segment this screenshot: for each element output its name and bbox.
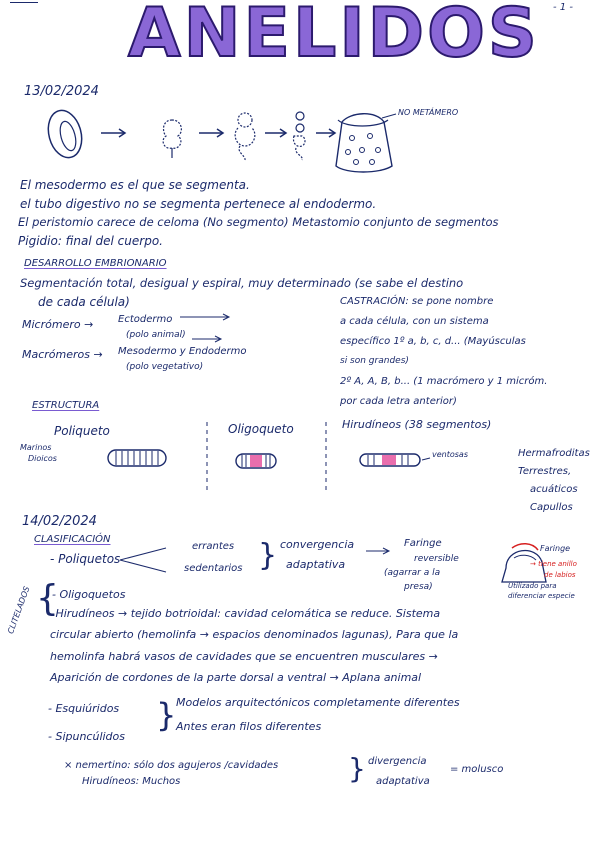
text-line: El mesodermo es el que se segmenta. bbox=[20, 178, 250, 192]
text-line: el tubo digestivo no se segmenta pertenece al endodermo. bbox=[20, 197, 377, 211]
poliquetos-label: - Poliquetos bbox=[50, 552, 121, 566]
brace: } bbox=[156, 696, 177, 734]
side-label-clitelados: CLITELADOS bbox=[6, 585, 32, 636]
poliqueto-sub-marinos: Marinos bbox=[20, 443, 52, 452]
castracion-line: si son grandes) bbox=[340, 356, 409, 366]
brace: } bbox=[258, 538, 278, 573]
faringe-note: → tiene anillo bbox=[530, 560, 577, 568]
heading-estructura: ESTRUCTURA bbox=[32, 400, 100, 411]
faringe-note: de labios bbox=[544, 571, 576, 579]
faringe-note: diferenciar especie bbox=[508, 592, 575, 600]
faringe-note: Utilizado para bbox=[508, 582, 557, 590]
castracion-line: por cada letra anterior) bbox=[340, 396, 457, 407]
poliqueto-drawing bbox=[108, 450, 166, 466]
text-line: de cada célula) bbox=[38, 295, 130, 309]
poliqueto-label: Poliqueto bbox=[54, 424, 110, 438]
heading-desarrollo: DESARROLLO EMBRIONARIO bbox=[24, 258, 167, 269]
castracion-line: CASTRACIÓN: se pone nombre bbox=[340, 296, 494, 307]
hirudineos-text: circular abierto (hemolinfa → espacios denominados lagunas), Para que la bbox=[50, 628, 459, 641]
modelos-text: Modelos arquitectónicos completamente diferentes bbox=[176, 696, 460, 709]
hirudineo-note: Hermafroditas bbox=[518, 448, 590, 459]
hirudineo-note: Terrestres, bbox=[518, 466, 572, 477]
hirudineos-text: Aparición de cordones de la parte dorsal a ventral → Aplana animal bbox=[50, 671, 422, 684]
reversible-label: reversible bbox=[414, 554, 459, 564]
presa-label: presa) bbox=[404, 582, 433, 592]
hirudineos-label: Hirudíneos (38 segmentos) bbox=[342, 418, 492, 431]
hirudineo-note: acuáticos bbox=[530, 484, 578, 495]
divergencia-label: divergencia bbox=[368, 756, 427, 767]
text-line: Segmentación total, desigual y espiral, muy determinado (se sabe el destino bbox=[20, 276, 464, 290]
ventosas-label: ventosas bbox=[432, 450, 468, 459]
date-2: 14/02/2024 bbox=[22, 514, 97, 529]
polo-animal-label: (polo animal) bbox=[126, 330, 186, 340]
brace-left: { bbox=[36, 578, 59, 619]
hirudineos-text: hemolinfa habrá vasos de cavidades que se encuentren musculares → bbox=[50, 650, 438, 663]
text-line: Pigidio: final del cuerpo. bbox=[18, 234, 163, 248]
heading-clasificacion: CLASIFICACIÓN bbox=[34, 534, 111, 545]
castracion-line: 2º A, A, B, b... (1 macrómero y 1 micróm. bbox=[340, 376, 548, 387]
larva-stage-1 bbox=[163, 120, 181, 148]
page-number: - 1 - bbox=[553, 2, 573, 13]
faringe-drawing-label: Faringe bbox=[540, 544, 571, 553]
castracion-line: a cada célula, con un sistema bbox=[340, 316, 489, 327]
hirudineo-drawing bbox=[360, 454, 430, 466]
hirudineos-muchos-text: Hirudíneos: Muchos bbox=[82, 776, 181, 787]
date-1: 13/02/2024 bbox=[24, 84, 99, 99]
arrow-icon bbox=[178, 312, 238, 322]
brace: } bbox=[348, 752, 366, 785]
micromero-label: Micrómero → bbox=[22, 318, 94, 331]
oligoqueto-label: Oligoqueto bbox=[228, 422, 294, 436]
worm-illustrations bbox=[0, 410, 601, 490]
errantes-label: errantes bbox=[192, 541, 235, 552]
ectodermo-label: Ectodermo bbox=[118, 314, 173, 325]
oligoquetos-label: - Oligoquetos bbox=[52, 588, 126, 601]
faringe-label: Faringe bbox=[404, 538, 442, 549]
nemertino-text: × nemertino: sólo dos agujeros /cavidades bbox=[64, 760, 279, 771]
arrow-icon bbox=[364, 546, 394, 556]
branch-lines bbox=[118, 540, 178, 580]
page-title: ANELIDOS bbox=[128, 0, 540, 73]
macromeros-label: Macrómeros → bbox=[22, 348, 103, 361]
top-left-mark bbox=[10, 2, 38, 3]
diagram-label-no-metamero: NO METÁMERO bbox=[398, 108, 459, 117]
polo-vegetativo-label: (polo vegetativo) bbox=[126, 362, 204, 372]
sipunculidos-label: - Sipuncúlidos bbox=[48, 730, 126, 743]
molusco-label: = molusco bbox=[450, 764, 504, 775]
hirudineos-text: - Hirudíneos → tejido botrioidal: cavidad celomática se reduce. Sistema bbox=[48, 607, 441, 620]
larva-stage-2 bbox=[238, 113, 252, 127]
castracion-line: específico 1º a, b, c, d... (Mayúsculas bbox=[340, 336, 526, 347]
hirudineo-note: Capullos bbox=[530, 502, 573, 513]
antes-text: Antes eran filos diferentes bbox=[176, 720, 322, 733]
esquiuridos-label: - Esquiúridos bbox=[48, 702, 120, 715]
adaptativa-label-2: adaptativa bbox=[376, 776, 430, 787]
adaptativa-label: adaptativa bbox=[286, 558, 346, 571]
arrow-icon bbox=[190, 334, 230, 344]
sedentarios-label: sedentarios bbox=[184, 563, 243, 574]
convergencia-label: convergencia bbox=[280, 538, 355, 551]
text-line: El peristomio carece de celoma (No segmento) Metastomio conjunto de segmentos bbox=[18, 215, 499, 229]
poliqueto-sub-dioicos: Dioicos bbox=[28, 454, 57, 463]
oligoqueto-drawing bbox=[236, 454, 276, 468]
mesodermo-label: Mesodermo y Endodermo bbox=[118, 346, 247, 357]
agarrar-label: (agarrar a la bbox=[384, 568, 441, 578]
larva-stage-3 bbox=[296, 112, 304, 120]
egg-shape bbox=[43, 107, 86, 162]
